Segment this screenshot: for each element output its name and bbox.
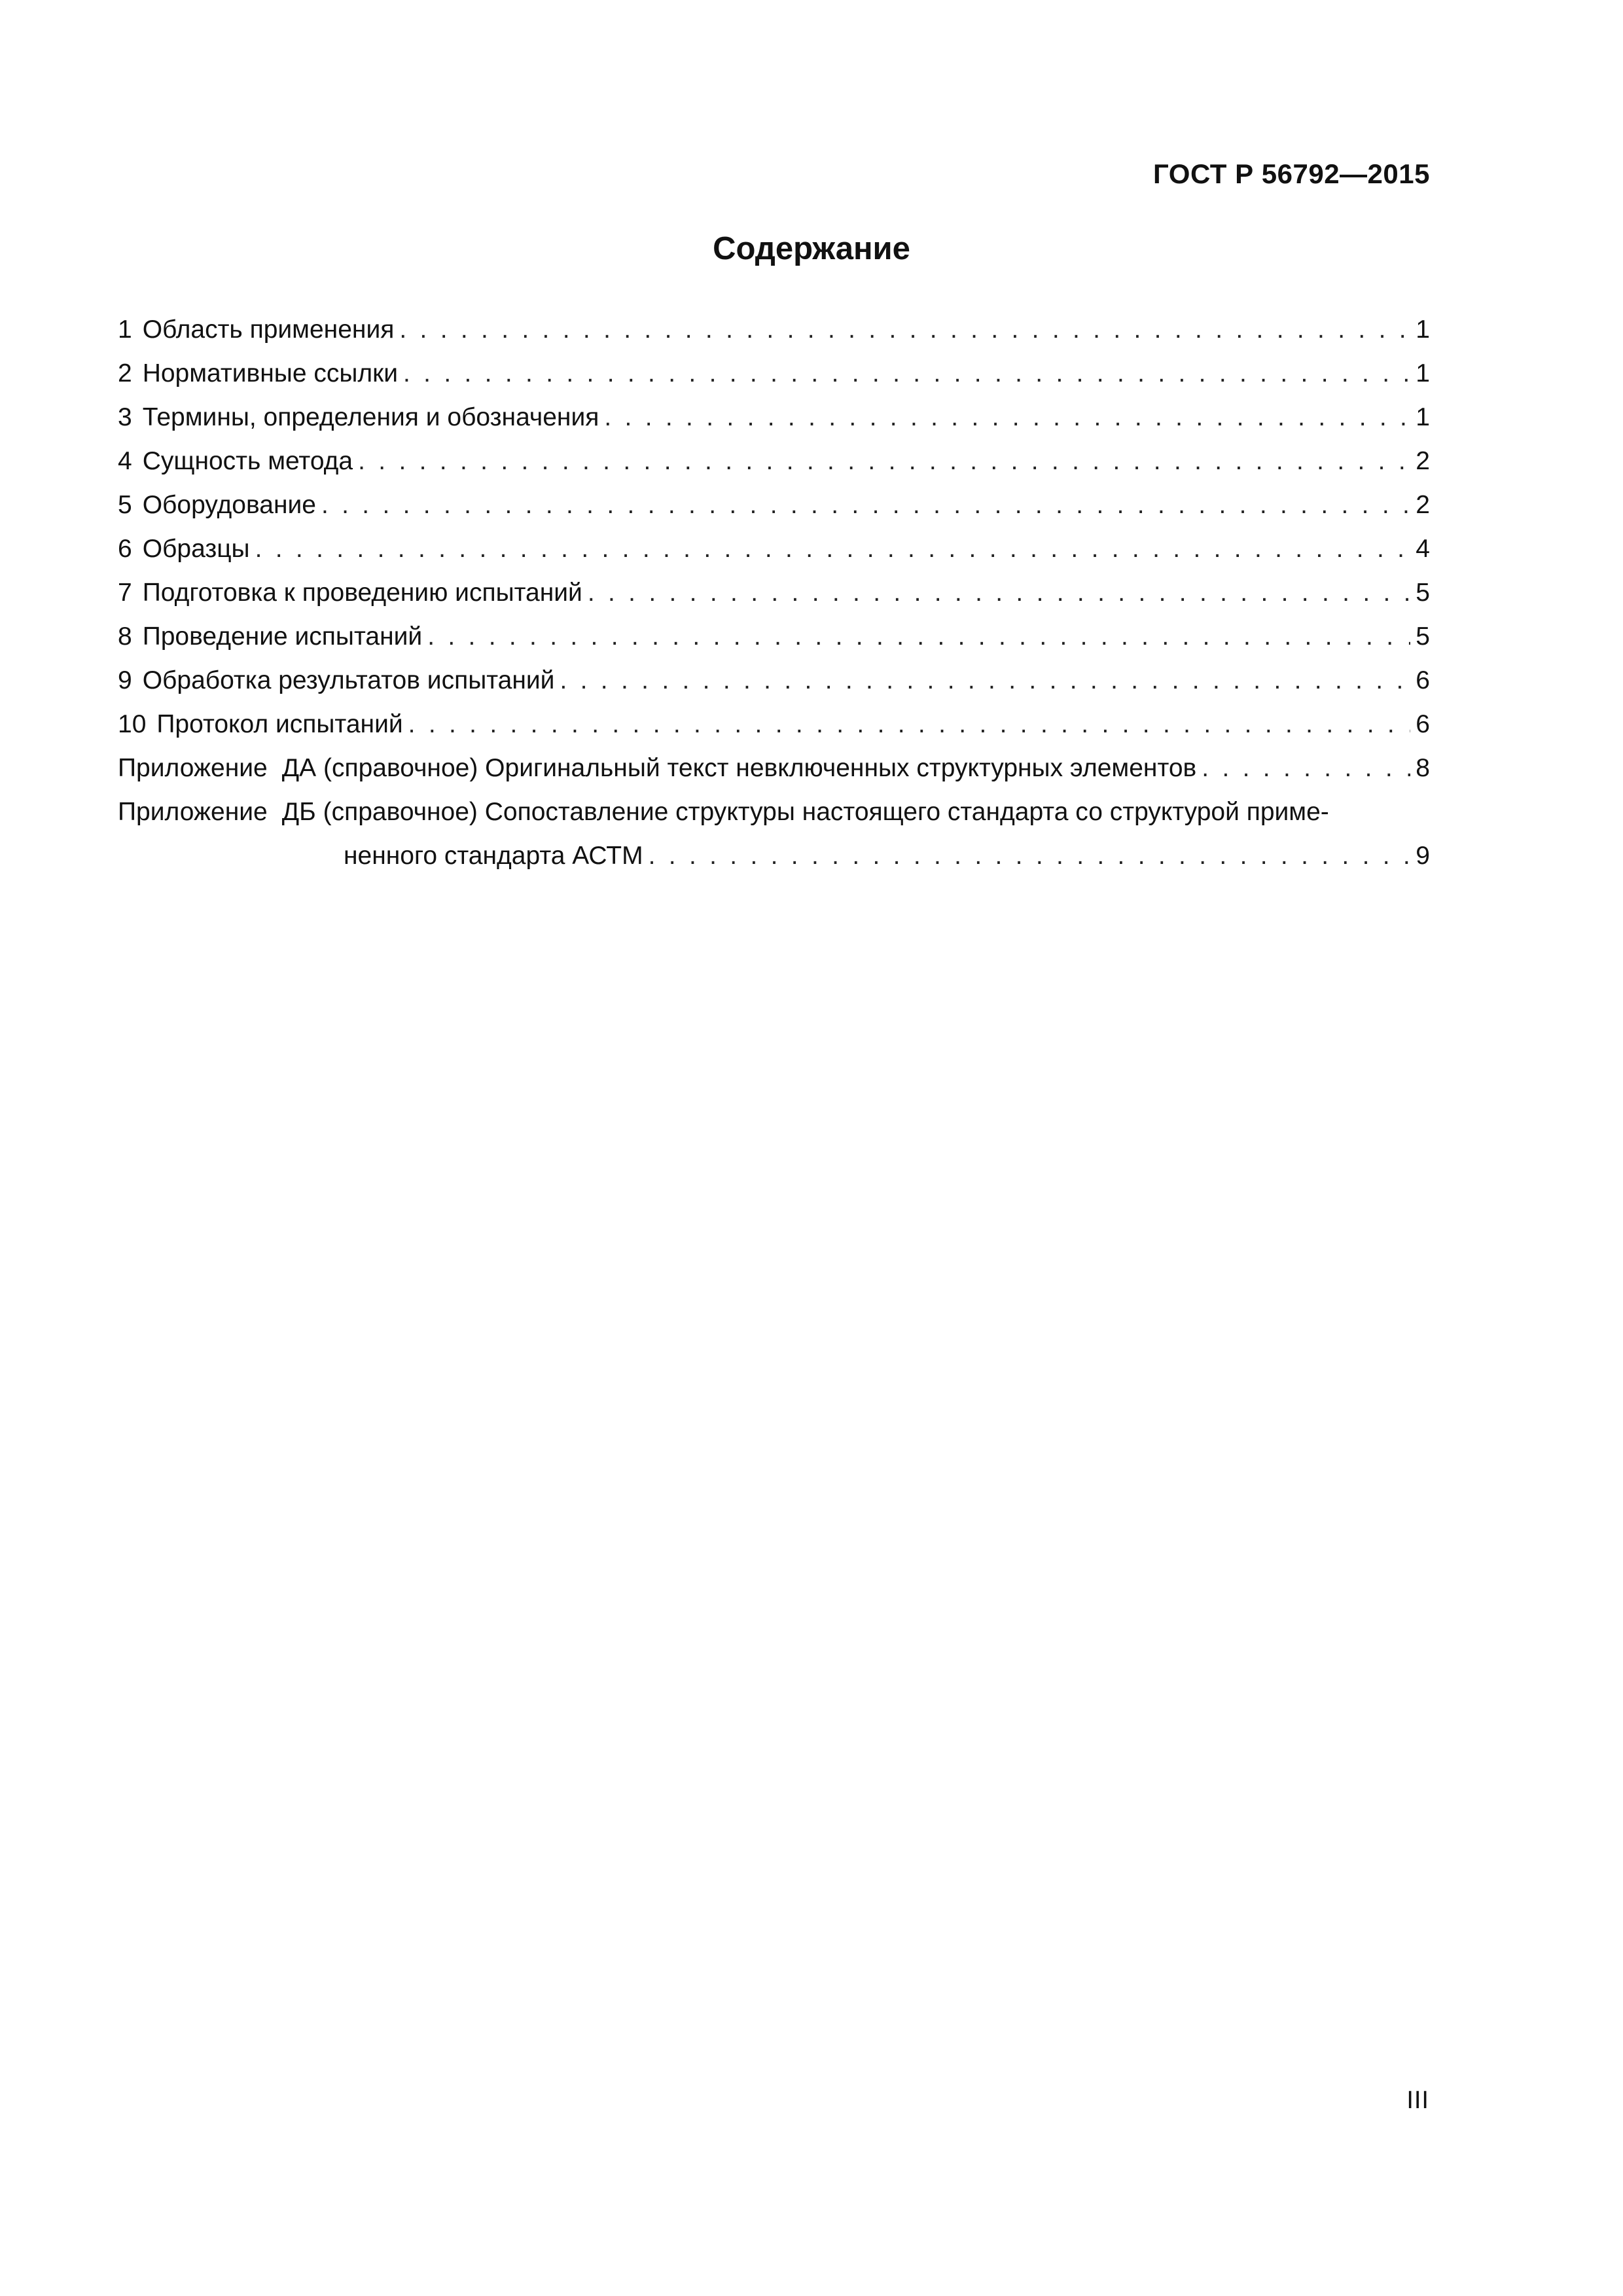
toc-entry-page: 1 [1416,315,1430,344]
toc-leader-dots [399,308,1410,351]
toc-entry-page: 5 [1416,622,1430,651]
toc-entry[interactable] [118,483,1430,527]
toc-leader-dots [604,395,1410,439]
toc-entry-number: 8 [118,622,132,651]
toc-entry-page: 5 [1416,579,1430,607]
toc-entry[interactable] [118,439,1430,483]
toc-entry-title: Образцы [142,535,250,563]
toc-entry[interactable] [118,571,1430,615]
toc-entry-number: 5 [118,491,132,519]
toc-entry-page: 1 [1416,359,1430,387]
toc-leader-dots [403,351,1410,395]
appendix-page: 9 [1416,842,1430,870]
toc-entry-title: Термины, определения и обозначения [142,403,599,431]
toc-entry[interactable] [118,351,1430,395]
toc-leader-dots [649,834,1411,878]
toc-appendix-entry[interactable] [118,746,1430,790]
toc-leader-dots [560,658,1410,702]
toc-entry-page: 6 [1416,666,1430,694]
toc-entry-title: Оборудование [142,491,316,519]
toc-leader-dots [358,439,1410,483]
toc-entry-number: 3 [118,403,132,431]
appendix-title-line1: ДБ (справочное) Сопоставление структуры настоящего стандарта со структурой приме- [281,798,1329,826]
toc-entry[interactable] [118,527,1430,571]
toc-heading: Содержание [713,231,910,266]
toc-leader-dots [408,702,1411,746]
toc-entry-page: 2 [1416,447,1430,475]
toc-entry[interactable] [118,615,1430,658]
toc-entry-number: 6 [118,535,132,563]
page-number: III [1406,2087,1429,2114]
toc-entry-title: Проведение испытаний [142,622,423,651]
toc-entry-number: 1 [118,315,132,344]
toc-leader-dots [588,571,1410,615]
toc-entry-page: 6 [1416,710,1430,738]
toc-entry-number: 7 [118,579,132,607]
toc-entry-page: 4 [1416,535,1430,563]
toc-leader-dots [427,615,1410,658]
toc-entry-number: 9 [118,666,132,694]
toc-entry-page: 2 [1416,491,1430,519]
toc-leader-dots [1202,746,1410,790]
toc-entry[interactable] [118,308,1430,351]
toc-leader-dots [255,527,1411,571]
appendix-page: 8 [1416,754,1430,782]
appendix-label: Приложение [118,798,268,826]
table-of-contents [118,308,1430,878]
appendix-title-line2: ненного стандарта АСТМ [344,842,643,870]
appendix-title: ДА (справочное) Оригинальный текст невключенных структурных элементов [281,754,1197,782]
toc-entry-title: Протокол испытаний [156,710,403,738]
toc-entry-title: Подготовка к проведению испытаний [142,579,582,607]
toc-entry-page: 1 [1416,403,1430,431]
toc-entry-title: Обработка результатов испытаний [142,666,555,694]
toc-entry-number: 2 [118,359,132,387]
toc-entry[interactable] [118,702,1430,746]
toc-entry[interactable] [118,395,1430,439]
toc-entry-number: 4 [118,447,132,475]
toc-appendix-entry[interactable] [118,790,1430,878]
toc-entry-title: Сущность метода [142,447,353,475]
toc-leader-dots [321,483,1410,527]
document-code: ГОСТ Р 56792—2015 [1153,158,1430,189]
appendix-label: Приложение [118,754,268,782]
toc-entry-title: Область применения [142,315,395,344]
toc-entry-title: Нормативные ссылки [142,359,398,387]
toc-entry-number: 10 [118,710,147,738]
toc-entry[interactable] [118,658,1430,702]
